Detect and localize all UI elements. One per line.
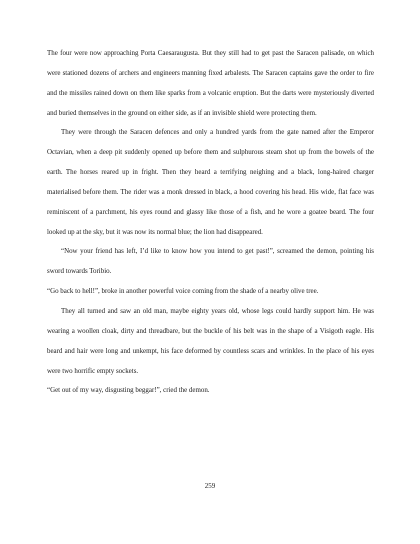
- paragraph-4: “Go back to hell!”, broke in another powerful voice coming from the shade of a nearby olive tree.: [47, 287, 319, 296]
- paragraph-2: They were through the Saracen defences and only a hundred yards from the gate named after the Emperor Octavian, when a deep pit suddenly opened up before them and sulphurous steam shot up from the bowels of the earth. The horses reared up in fright. Then they heard a terrifying neighing and a black, long-haired charger materialised before them. The rider was a monk dressed in black, a hood covering his head. His wide, flat face was reminiscent of a parchment, his eyes round and glassy like those of a fish, and he wore a goatee beard. The four looked up at the sky, but it was now its normal blue; the lion had disappeared.: [47, 128, 374, 236]
- paragraph-1: The four were now approaching Porta Caesaraugusta. But they still had to get past the Saracen palisade, on which were stationed dozens of archers and engineers manning fixed arbalests. The Saracen captains gave the order to fire and the missiles rained down on them like sparks from a volcanic eruption. But the darts were mysteriously diverted and buried themselves in the ground on either side, as if an invisible shield were protecting them.: [47, 49, 374, 117]
- paragraph-6: “Get out of my way, disgusting beggar!”, cried the demon.: [47, 386, 210, 395]
- paragraph-3: “Now your friend has left, I’d like to know how you intend to get past!”, screamed the demon, pointing his sword towards Toribio.: [47, 247, 374, 276]
- page-number: 259: [204, 482, 216, 490]
- page-body: [47, 44, 374, 401]
- paragraph-5: They all turned and saw an old man, maybe eighty years old, whose legs could hardly support him. He was wearing a woollen cloak, dirty and threadbare, but the buckle of his belt was in the shape of a Visigoth eagle. His beard and hair were long and unkempt, his face deformed by countless scars and wrinkles. In the place of his eyes were two horrific empty sockets.: [47, 306, 374, 375]
